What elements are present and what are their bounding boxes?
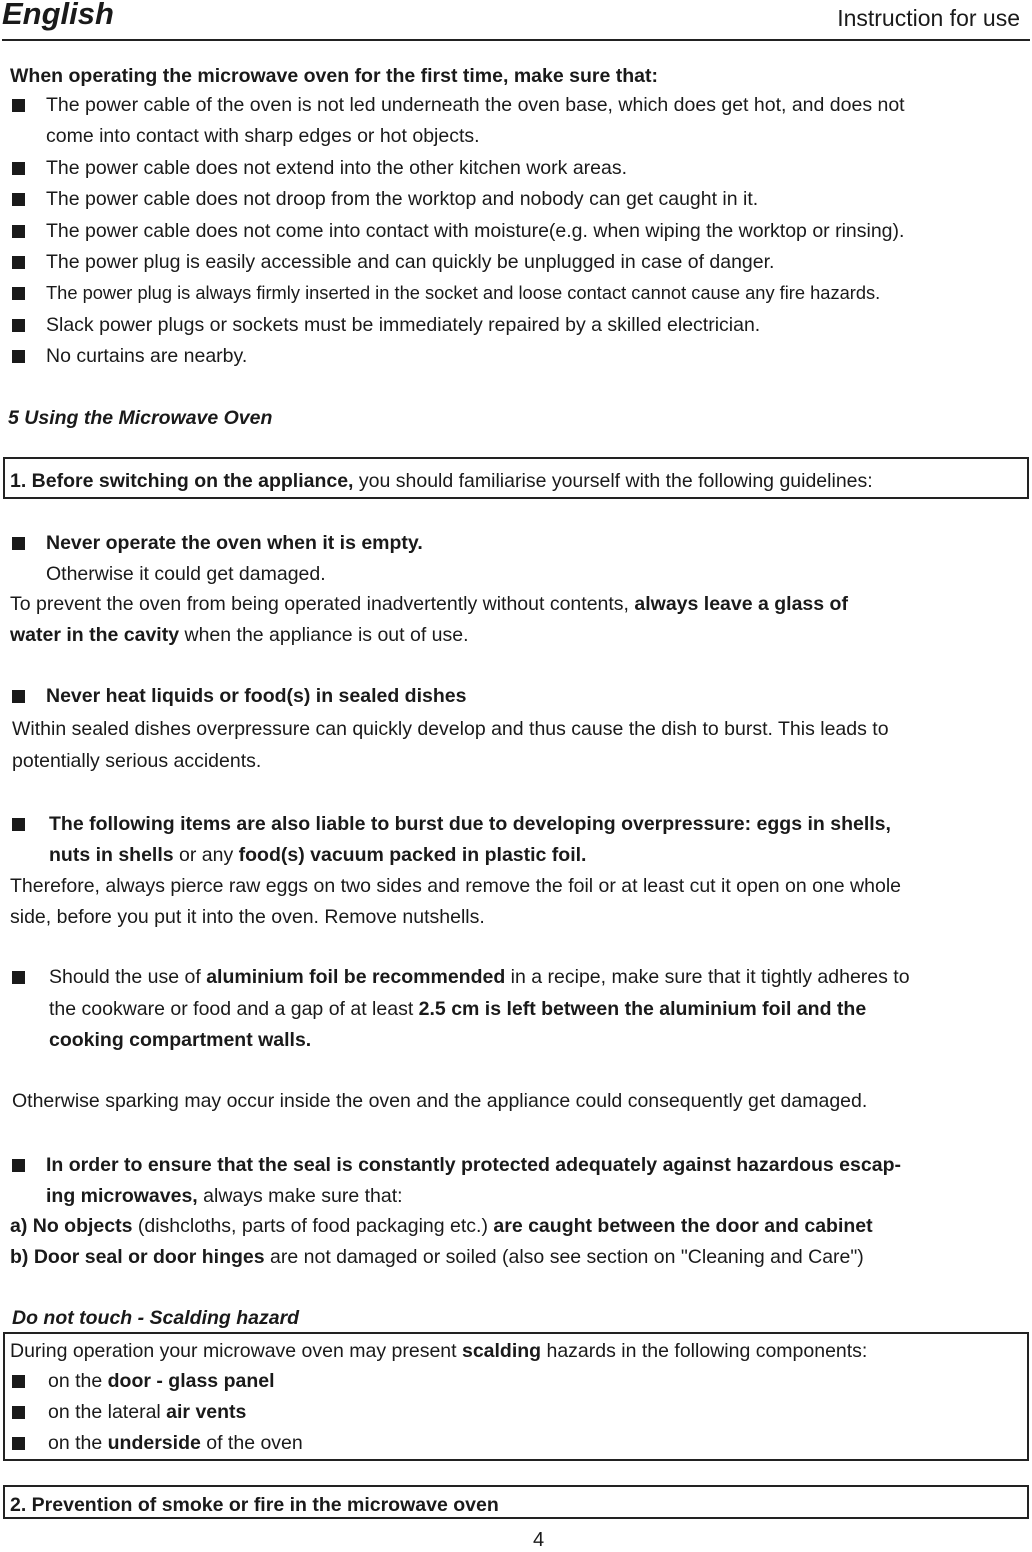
bullet-icon: [12, 971, 25, 984]
text: on the: [48, 1370, 108, 1392]
text: The power cable of the oven is not led underneath the oven base, which does get hot, and does not: [46, 94, 905, 116]
text-line: [12, 1089, 867, 1113]
text-line: [10, 623, 469, 647]
text-line: [46, 684, 466, 708]
bold-text: b) Door seal or door hinges: [10, 1246, 265, 1268]
bullet-icon: [12, 99, 25, 112]
text-line: [46, 531, 423, 555]
text: Slack power plugs or sockets must be immediately repaired by a skilled electrician.: [46, 314, 761, 336]
document-title: Instruction for use: [837, 5, 1020, 31]
text: The power cable does not come into contact with moisture(e.g. when wiping the worktop or rinsing).: [46, 220, 905, 242]
bullet-icon: [12, 162, 25, 175]
bold-text: In order to ensure that the seal is constantly protected adequately against hazardous escap-: [46, 1154, 901, 1176]
text: in a recipe, make sure that it tightly adheres to: [505, 966, 910, 988]
text-line: [49, 965, 910, 989]
bold-text: ing microwaves,: [46, 1185, 198, 1207]
text: on the: [48, 1432, 108, 1454]
text-line: [49, 843, 586, 867]
text: Otherwise sparking may occur inside the oven and the appliance could consequently get damaged.: [12, 1090, 868, 1112]
bold-text: 2.5 cm is left between the aluminium foil and the: [418, 998, 867, 1020]
bold-text: Do not touch - Scalding hazard: [12, 1307, 300, 1329]
text: side, before you put it into the oven. Remove nutshells.: [10, 906, 485, 928]
bullet-icon: [12, 225, 25, 238]
text-line: [10, 64, 658, 88]
text: During operation your microwave oven may present: [10, 1340, 462, 1362]
text-line: [46, 1153, 901, 1177]
bold-text: cooking compartment walls.: [49, 1029, 312, 1051]
text: on the lateral: [48, 1401, 167, 1423]
bullet-icon: [12, 1375, 25, 1388]
text-line: [48, 1369, 275, 1393]
bullet-icon: [12, 319, 25, 332]
header-divider: [2, 39, 1030, 41]
text: or any: [173, 844, 239, 866]
bold-text: Never operate the oven when it is empty.: [46, 532, 423, 554]
bold-text: aluminium foil be recommended: [206, 966, 506, 988]
text: come into contact with sharp edges or hot objects.: [46, 125, 480, 147]
text: The power cable does not droop from the worktop and nobody can get caught in it.: [46, 188, 759, 210]
text: The power plug is always firmly inserted in the socket and loose contact cannot cause any fire hazards.: [46, 282, 881, 303]
text-line: [46, 313, 760, 337]
text: Should the use of: [49, 966, 207, 988]
text: are not damaged or soiled (also see section on "Cleaning and Care"): [264, 1246, 864, 1268]
bullet-icon: [12, 818, 25, 831]
text-line: [10, 874, 901, 898]
text-line: [46, 250, 774, 274]
text-line: [46, 219, 904, 243]
text: The power plug is easily accessible and can quickly be unplugged in case of danger.: [46, 251, 775, 273]
text-line: [12, 1306, 299, 1330]
page-number: 4: [533, 1529, 545, 1551]
bold-text: underside: [107, 1432, 201, 1454]
text-line: [10, 905, 485, 929]
bullet-icon: [12, 537, 25, 550]
text-line: [49, 1028, 311, 1052]
text-line: [46, 156, 627, 180]
bold-text: 2. Prevention of smoke or fire in the microwave oven: [10, 1494, 499, 1516]
text-line: [46, 562, 326, 586]
text-line: [10, 1214, 873, 1238]
text-line: [12, 749, 261, 773]
text-line: [48, 1400, 246, 1424]
bold-text: scalding: [461, 1340, 542, 1362]
text-line: [46, 281, 880, 305]
bold-text: a) No objects: [10, 1215, 133, 1237]
bold-text: air vents: [166, 1401, 247, 1423]
text: you should familiarise yourself with the following guidelines:: [353, 470, 873, 492]
text: Otherwise it could get damaged.: [46, 563, 326, 585]
text: (dishcloths, parts of food packaging etc.): [132, 1215, 494, 1237]
bold-text: door - glass panel: [107, 1370, 275, 1392]
text-line: [48, 1431, 303, 1455]
text: Therefore, always pierce raw eggs on two sides and remove the foil or at least cut it open on one whole: [10, 875, 901, 897]
bullet-icon: [12, 1406, 25, 1419]
bold-text: are caught between the door and cabinet: [493, 1215, 873, 1237]
text-line: [46, 124, 480, 148]
text-line: [12, 717, 889, 741]
text: when the appliance is out of use.: [179, 624, 469, 646]
bold-text: Never heat liquids or food(s) in sealed dishes: [46, 685, 467, 707]
text-line: [46, 187, 758, 211]
bullet-icon: [12, 193, 25, 206]
bold-text: 1. Before switching on the appliance,: [10, 470, 354, 492]
bold-text: When operating the microwave oven for the first time, make sure that:: [10, 65, 658, 87]
text: Within sealed dishes overpressure can quickly develop and thus cause the dish to burst. This leads to: [12, 718, 889, 740]
text: hazards in the following components:: [541, 1340, 868, 1362]
bold-text: water in the cavity: [10, 624, 180, 646]
bullet-icon: [12, 1159, 25, 1172]
bold-text: nuts in shells: [49, 844, 174, 866]
bold-text: 5 Using the Microwave Oven: [8, 407, 273, 429]
text: The power cable does not extend into the other kitchen work areas.: [46, 157, 628, 179]
text-line: [10, 1493, 499, 1517]
bold-text: The following items are also liable to burst due to developing overpressure: eggs in shells,: [49, 813, 891, 835]
bullet-icon: [12, 1437, 25, 1450]
bullet-icon: [12, 256, 25, 269]
bold-text: food(s) vacuum packed in plastic foil.: [238, 844, 587, 866]
text-line: [49, 812, 891, 836]
text-line: [46, 1184, 403, 1208]
text-line: [10, 592, 848, 616]
bullet-icon: [12, 287, 25, 300]
text-line: [10, 469, 873, 493]
bold-text: always leave a glass of: [634, 593, 848, 615]
text: always make sure that:: [197, 1185, 403, 1207]
text: the cookware or food and a gap of at least: [49, 998, 419, 1020]
text: of the oven: [200, 1432, 303, 1454]
text-line: [49, 997, 866, 1021]
bullet-icon: [12, 350, 25, 363]
text-line: [46, 344, 247, 368]
text-line: [8, 406, 272, 430]
text-line: [10, 1339, 867, 1363]
text: potentially serious accidents.: [12, 750, 262, 772]
text: No curtains are nearby.: [46, 345, 248, 367]
text-line: [10, 1245, 864, 1269]
bullet-icon: [12, 690, 25, 703]
text-line: [46, 93, 905, 117]
text: To prevent the oven from being operated inadvertently without contents,: [10, 593, 635, 615]
language-label: English: [2, 0, 114, 31]
